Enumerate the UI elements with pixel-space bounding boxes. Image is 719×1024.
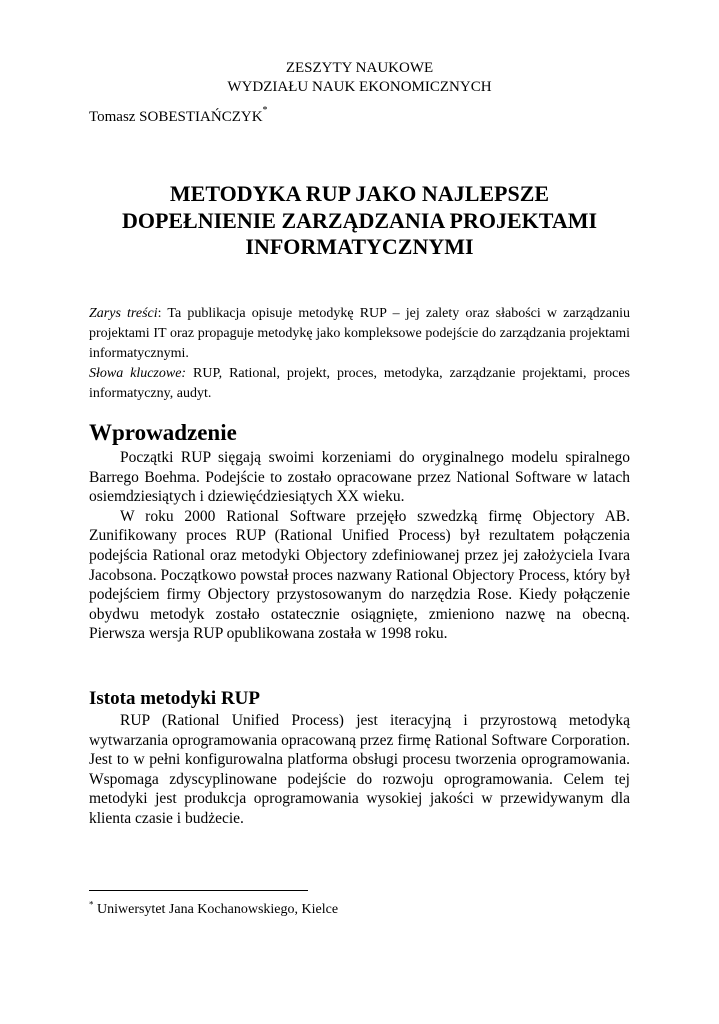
- paragraph: W roku 2000 Rational Software przejęło szwedzką firmę Objectory AB. Zunifikowany proces RUP (Rational Unified Process) był rezultatem połączenia podejścia Rational oraz metodyki Objectory zdefiniowanej przez jej założyciela Ivara Jacobsona. Początkowo powstał proces nazwany Rational Objectory Process, który był podejściem firmy Objectory przystosowanym do narzędzia Rose. Kiedy połączenie obydwu metodyk zostało ostatecznie osiągnięte, zmieniono nazwę na obecną. Pierwsza wersja RUP opublikowana została w 1998 roku.: [89, 507, 630, 643]
- author-line: [89, 105, 268, 127]
- footnote-marker: *: [89, 899, 94, 910]
- footnote: [89, 901, 338, 919]
- paper-title: [89, 181, 630, 261]
- author-footnote-marker: *: [262, 105, 268, 116]
- abstract-block: [89, 304, 630, 404]
- title-line-2: DOPEŁNIENIE ZARZĄDZANIA PROJEKTAMI: [121, 207, 598, 233]
- keywords-label: Słowa kluczowe:: [89, 366, 187, 381]
- footnote-divider: [89, 890, 308, 891]
- keywords-paragraph: [89, 364, 630, 404]
- journal-name: ZESZYTY NAUKOWE: [285, 60, 434, 76]
- title-line-3: INFORMATYCZNYMI: [245, 234, 474, 259]
- abstract-label: Zarys treści: [89, 306, 158, 321]
- section-heading-rup-essence: Istota metodyki RUP: [89, 688, 260, 709]
- paragraph: Początki RUP sięgają swoimi korzeniami do oryginalnego modelu spiralnego Barrego Boehma. Podejście to zostało opracowane przez National Software w latach osiemdziesiątych i dziewięćdziesiątych XX wieku.: [89, 449, 630, 506]
- title-line-1: METODYKA RUP JAKO NAJLEPSZE: [169, 181, 550, 206]
- author-name: Tomasz SOBESTIAŃCZYK: [89, 109, 263, 125]
- abstract-paragraph: [89, 304, 630, 364]
- faculty-name: WYDZIAŁU NAUK EKONOMICZNYCH: [227, 79, 492, 95]
- keywords-text: RUP, Rational, projekt, proces, metodyka, zarządzanie projektami, proces informatyczny, audyt.: [89, 366, 630, 401]
- abstract-text: : Ta publikacja opisuje metodykę RUP – jej zalety oraz słabości w zarządzaniu projektami IT oraz propaguje metodykę jako kompleksowe podejście do zarządzania projektami informatycznymi.: [89, 306, 630, 361]
- footnote-text: Uniwersytet Jana Kochanowskiego, Kielce: [93, 902, 339, 917]
- rup-essence-body: [89, 711, 630, 829]
- journal-header: [89, 59, 630, 97]
- section-heading-introduction: Wprowadzenie: [89, 420, 237, 445]
- introduction-body: [89, 448, 630, 644]
- paragraph: RUP (Rational Unified Process) jest iteracyjną i przyrostową metodyką wytwarzania oprogramowania opracowaną przez firmę Rational Software Corporation. Jest to w pełni konfigurowalna platforma obsługi procesu tworzenia oprogramowania. Wspomaga zdyscyplinowane podejście do rozwoju oprogramowania. Celem tej metodyki jest produkcja oprogramowania wysokiej jakości w przewidywanym dla klienta czasie i budżecie.: [89, 712, 630, 827]
